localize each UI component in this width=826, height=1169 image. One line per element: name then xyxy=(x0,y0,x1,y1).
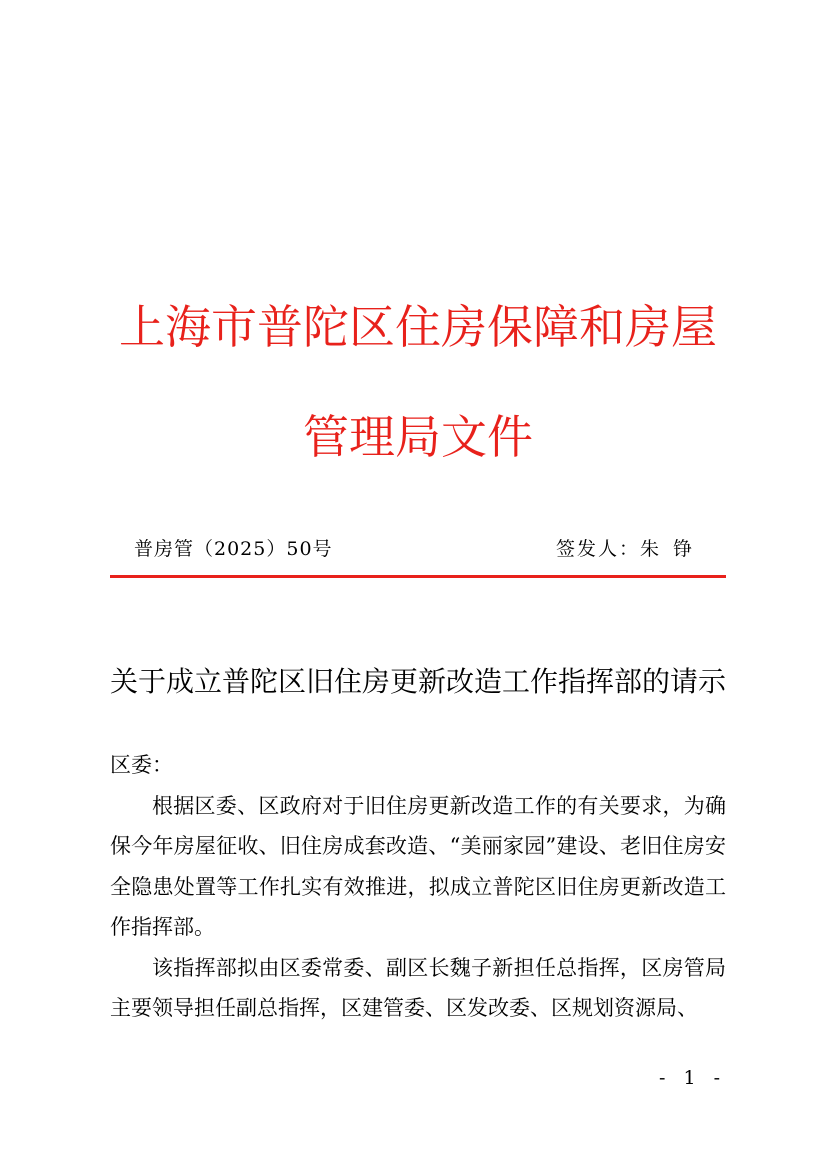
signer-name: 朱铮 xyxy=(639,538,706,560)
document-meta-line xyxy=(110,534,726,564)
salutation: 区委： xyxy=(110,753,173,777)
document-number: 普房管（2025）50号 xyxy=(134,538,333,560)
page-number: - 1 - xyxy=(658,1067,726,1089)
document-body xyxy=(110,745,726,1029)
signer xyxy=(556,534,706,564)
red-separator-line xyxy=(110,575,726,578)
issuing-org-title: 上海市普陀区住房保障和房屋管理局文件 xyxy=(119,300,717,464)
document-subject: 关于成立普陀区旧住房更新改造工作指挥部的请示 xyxy=(110,665,727,698)
body-paragraph: 该指挥部拟由区委常委、副区长魏子新担任总指挥，区房管局主要领导担任副总指挥，区建管委、区发改委、区规划资源局、 xyxy=(110,955,726,1020)
signer-label: 签发人： xyxy=(555,538,640,560)
body-paragraph: 根据区委、区政府对于旧住房更新改造工作的有关要求，为确保今年房屋征收、旧住房成套改造、“美丽家园”建设、老旧住房安全隐患处置等工作扎实有效推进，拟成立普陀区旧住房更新改造工作指挥部。 xyxy=(110,793,726,939)
